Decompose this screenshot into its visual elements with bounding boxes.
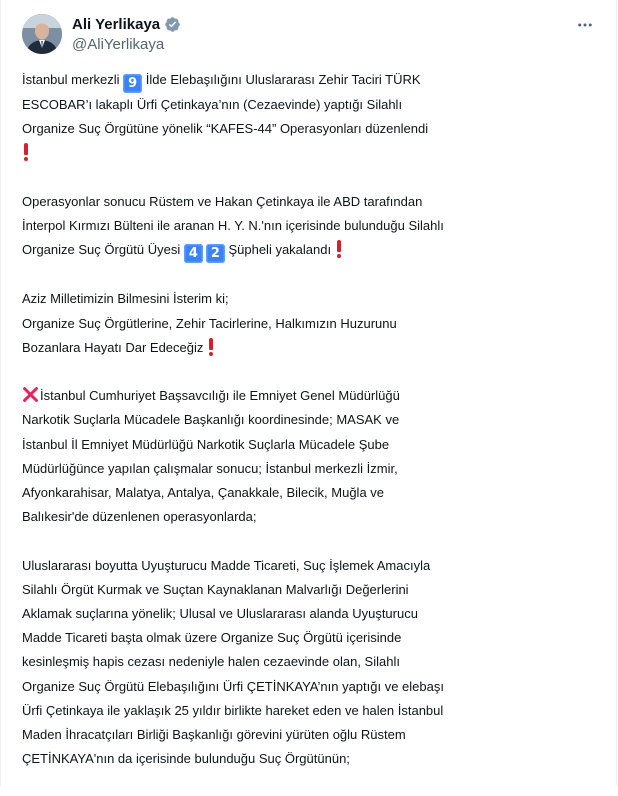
text-line: Ürfi Çetinkaya ile yaklaşık 25 yıldır birlikte hareket eden ve halen İstanbul xyxy=(22,702,444,718)
text-line: Afyonkarahisar, Malatya, Antalya, Çanakkale, Bilecik, Muğla ve xyxy=(22,485,385,500)
text-line: Organize Suç Örgütü Elebaşılığını Ürfi ÇETİNKAYA’nın yaptığı ve elebaşı xyxy=(22,678,444,694)
left-border xyxy=(0,0,1,786)
text-line: Silahlı Örgüt Kurmak ve Suçtan Kaynaklanan Malvarlığı Değerlerini xyxy=(22,581,409,597)
paragraph-4 xyxy=(22,384,602,529)
text-line: İnterpol Kırmızı Bülteni ile aranan H. Y. N.'nın içerisinde bulunduğu Silahlı xyxy=(22,218,444,233)
text-line: ÇETİNKAYA'nın da içerisinde bulunduğu Suç Örgütünün; xyxy=(22,751,350,767)
text-line: Bozanlara Hayatı Dar Edeceğiz xyxy=(22,336,602,360)
tweet-header xyxy=(22,12,596,56)
text-line: Madde Ticareti başta olmak üzere Organize Suç Örgütü içerisinde xyxy=(22,630,402,646)
text-line: İstanbul İl Emniyet Müdürlüğü Narkotik Suçlarla Mücadele Şube xyxy=(22,436,390,452)
verified-badge-icon[interactable] xyxy=(164,16,181,33)
paragraph-1 xyxy=(22,68,602,166)
paragraph-3 xyxy=(22,287,602,360)
keycap-4-emoji: 4 xyxy=(184,244,203,263)
text-line: Aziz Milletimizin Bilmesini İsterim ki; xyxy=(22,291,229,307)
keycap-9-emoji: 9 xyxy=(123,74,142,93)
text-line: Organize Suç Örgütlerine, Zehir Tacirlerine, Halkımızın Huzurunu xyxy=(22,315,397,331)
text-line xyxy=(22,141,602,165)
text-line: İstanbul merkezli 9 İlde Elebaşılığını Uluslararası Zehir Taciri TÜRK xyxy=(22,72,421,91)
exclamation-icon xyxy=(22,142,30,161)
text-line: Organize Suç Örgütüne yönelik “KAFES-44” Operasyonları düzenlendi xyxy=(22,121,429,137)
paragraph-5 xyxy=(22,554,602,772)
more-options-button[interactable] xyxy=(574,14,596,36)
text-line: Balıkesir'de düzenlenen operasyonlarda; xyxy=(22,509,257,525)
paragraph-2 xyxy=(22,190,602,263)
avatar[interactable] xyxy=(22,14,62,54)
tweet-text xyxy=(22,68,602,796)
right-border xyxy=(616,0,617,786)
exclamation-icon xyxy=(207,337,215,356)
text-line: Narkotik Suçlarla Mücadele Başkanlığı koordinesinde; MASAK ve xyxy=(22,412,400,428)
text-line: Uluslararası boyutta Uyuşturucu Madde Ticareti, Suç İşlemek Amacıyla xyxy=(22,557,431,573)
text-line: kesinleşmiş hapis cezası nedeniyle halen cezaevinde olan, Silahlı xyxy=(22,654,400,670)
exclamation-icon xyxy=(335,239,343,258)
profile-photo-icon xyxy=(22,14,62,54)
text-line: ESCOBAR’ı lakaplı Ürfi Çetinkaya’nın (Cezaevinde) yaptığı Silahlı xyxy=(22,97,403,112)
keycap-2-emoji: 2 xyxy=(206,244,225,263)
text-line: Aklamak suçlarına yönelik; Ulusal ve Uluslararası alanda Uyuşturucu xyxy=(22,606,418,621)
text-line: Operasyonlar sonucu Rüstem ve Hakan Çetinkaya ile ABD tarafından xyxy=(22,193,423,209)
text-line: Müdürlüğünce yapılan çalışmalar sonucu; İstanbul merkezli İzmir, xyxy=(22,460,398,476)
user-handle[interactable]: @AliYerlikaya xyxy=(72,36,165,53)
text-line: İstanbul Cumhuriyet Başsavcılığı ile Emniyet Genel Müdürlüğü xyxy=(22,384,602,408)
more-horizontal-icon xyxy=(576,16,594,34)
display-name[interactable]: Ali Yerlikaya xyxy=(72,16,161,33)
cross-mark-icon xyxy=(22,386,39,403)
text-line: Organize Suç Örgütü Üyesi 4 2 Şüpheli yakalandı xyxy=(22,238,602,263)
text-line: Maden İhracatçıları Birliği Başkanlığı görevini yürüten oğlu Rüstem xyxy=(22,727,406,743)
